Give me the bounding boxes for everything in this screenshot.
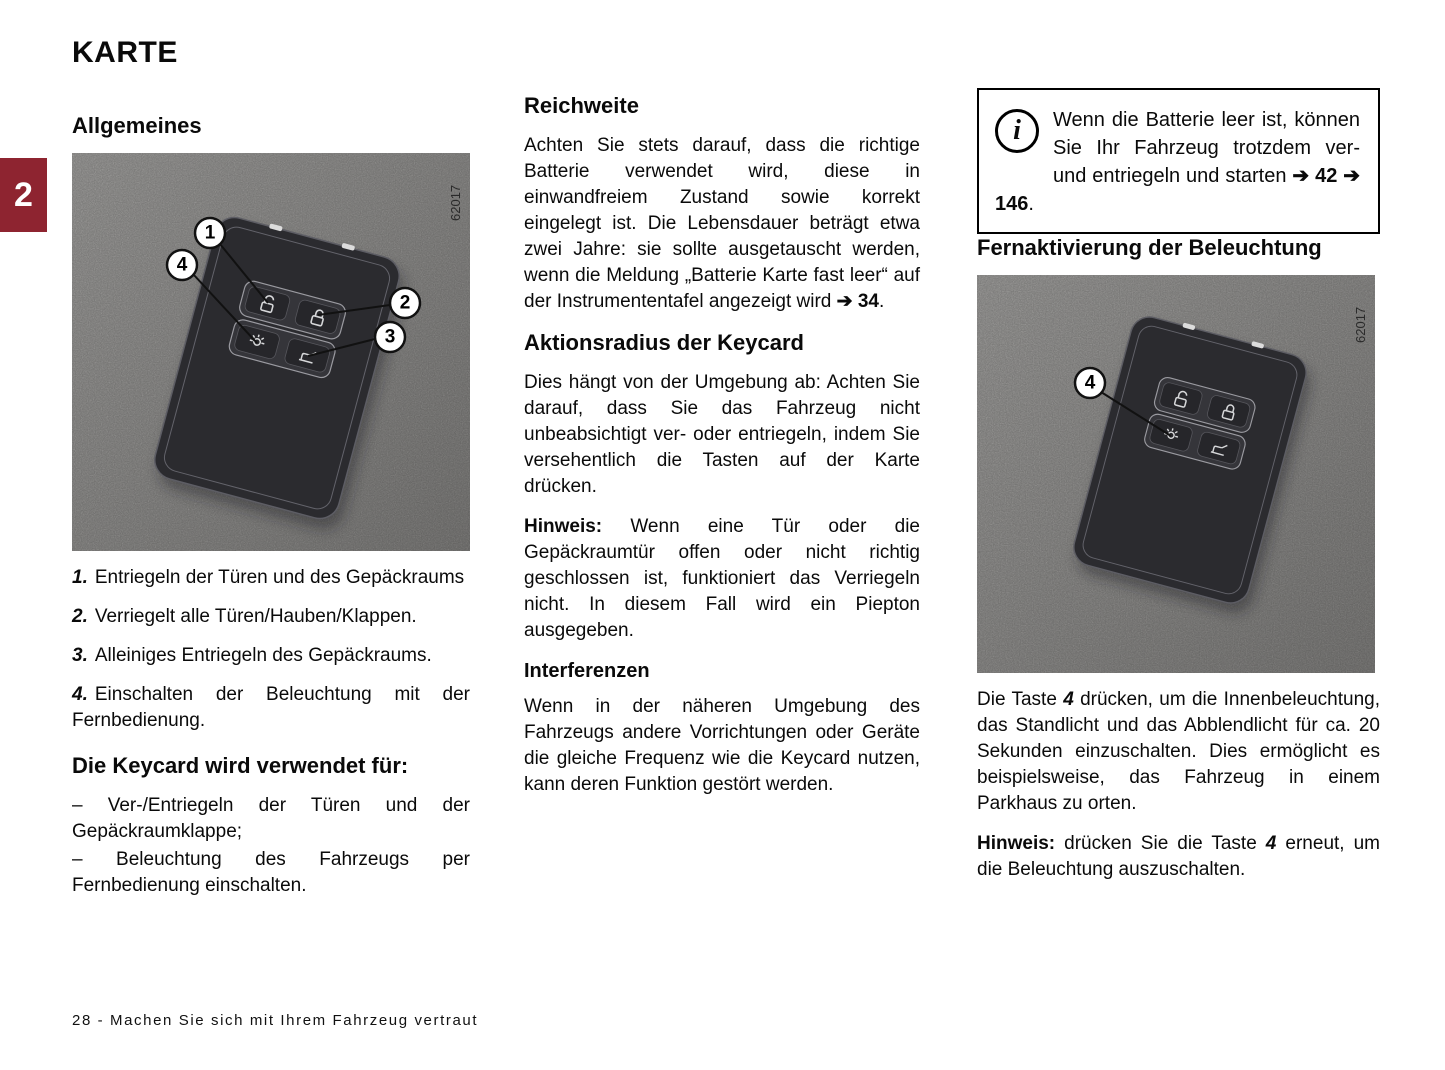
paragraph-hinweis <box>524 514 920 644</box>
heading-fernaktivierung: Fernaktivierung der Beleuchtung <box>977 235 1322 260</box>
cross-reference: ➔ 34 <box>836 291 879 312</box>
item-text: Alleiniges Entriegeln des Gepäckraums. <box>94 645 432 666</box>
note-label: Hinweis: <box>977 833 1056 854</box>
list-item-1 <box>72 565 470 591</box>
paragraph-hinweis-rechts: Hinweis: drücken Sie die Taste 4 erneut, um die Beleuchtung auszuschalten. <box>977 833 1380 880</box>
chapter-tab: 2 <box>0 158 47 232</box>
keycard-photo <box>72 153 470 551</box>
paragraph-interferenzen: Wenn in der näheren Umgebung des Fahrzeugs andere Vorrichtungen oder Geräte die gleiche Frequenz wie die Keycard nutzen, kann deren Funktion gestört werden. <box>524 696 920 795</box>
callout-1-number: 1 <box>204 222 216 244</box>
item-number: 1. <box>72 567 88 588</box>
paragraph-taste4: Die Taste 4 drücken, um die Innenbeleuchtung, das Standlicht und das Abblendlicht für ca. 20 Sekunden einzuschalten. Dies ermöglicht es beispielsweise, das Fahrzeug in einem Parkhaus zu orten. <box>977 689 1380 814</box>
infobox-cross-references: ➔ 42 ➔ 146 <box>995 165 1361 215</box>
heading-reichweite: Reichweite <box>524 93 639 118</box>
note-label: Hinweis: <box>524 516 603 537</box>
keycard-photo-2 <box>977 275 1375 673</box>
paragraph-text: Achten Sie stets darauf, dass die richtige Batterie verwendet wird, diese in einwandfreiem Zustand sowie korrekt eingelegt ist. Die Lebensdauer beträgt etwa zwei Jahre: sie sollte ausgetauscht werden, wenn die Meldung „Batterie Karte fast leer“ auf der Instrumententafel angezeigt wird <box>524 135 920 312</box>
callout-2-number: 2 <box>399 292 411 314</box>
usage-item-2: – Beleuchtung des Fahrzeugs per Fernbedienung einschalten. <box>72 849 470 896</box>
usage-item-1: – Ver-/Entriegeln der Türen und der Gepäckraumklappe; <box>72 795 470 842</box>
button-number-ref: 4 <box>1265 833 1277 854</box>
heading-aktionsradius: Aktionsradius der Keycard <box>524 330 804 355</box>
info-icon-wrap <box>995 106 1053 190</box>
item-text: Einschalten der Beleuchtung mit der Fernbedienung. <box>72 684 470 731</box>
info-icon: i <box>995 109 1039 153</box>
keycard-figure-2 <box>977 275 1375 673</box>
page-title: KARTE <box>72 36 178 69</box>
paragraph-reichweite: Achten Sie stets darauf, dass die richtige Batterie verwendet wird, diese in einwandfreiem Zustand sowie korrekt eingelegt ist. Die Lebensdauer beträgt etwa zwei Jahre: sie sollte ausgetauscht werden, wenn die Meldung „Batterie Karte fast leer“ auf der Instrumententafel angezeigt wird ➔ 34. <box>524 135 920 312</box>
heading-allgemeines: Allgemeines <box>72 113 202 138</box>
infobox-text: Wenn die Batterie leer ist, können Sie Ihr Fahrzeug trotzdem ver- und entriegeln und starten <box>1053 109 1360 187</box>
column-middle <box>524 92 920 812</box>
note-text: Wenn eine Tür oder die Gepäckraumtür offen oder nicht richtig geschlossen ist, funktioniert das Verriegeln nicht. In diesem Fall wird ein Piepton ausgegeben. <box>524 516 920 641</box>
list-item-2 <box>72 604 470 630</box>
item-text: Verriegelt alle Türen/Hauben/Klappen. <box>94 606 417 627</box>
heading-keycard-usage: Die Keycard wird verwendet für: <box>72 753 409 778</box>
info-box: i Wenn die Batterie leer ist, können Sie Ihr Fahrzeug trotzdem ver- und entriegeln und starten ➔ 42 ➔ 146. <box>977 88 1380 234</box>
item-number: 2. <box>72 606 88 627</box>
button-number-ref: 4 <box>1063 689 1074 710</box>
image-code: 62017 <box>448 184 463 221</box>
heading-interferenzen: Interferenzen <box>524 660 650 682</box>
column-left <box>72 112 470 901</box>
paragraph-aktionsradius: Dies hängt von der Umgebung ab: Achten Sie darauf, dass Sie das Fahrzeug nicht unbeabsichtigt ver- oder entriegeln, indem Sie versehentlich die Tasten auf der Karte drücken. <box>524 372 920 497</box>
keycard-figure-1 <box>72 153 470 551</box>
list-item-3 <box>72 643 470 669</box>
callout-3-number: 3 <box>384 326 396 348</box>
column-right <box>977 88 1380 897</box>
item-number: 4. <box>72 684 88 705</box>
callout-4-number: 4 <box>176 254 188 276</box>
item-number: 3. <box>72 645 88 666</box>
item-text: Entriegeln der Türen und des Gepäckraums <box>94 567 465 588</box>
list-item-4 <box>72 682 470 734</box>
image-code: 62017 <box>1353 306 1368 343</box>
callout-4-number: 4 <box>1084 372 1096 394</box>
page-footer: 28 - Machen Sie sich mit Ihrem Fahrzeug vertraut <box>72 1012 479 1029</box>
